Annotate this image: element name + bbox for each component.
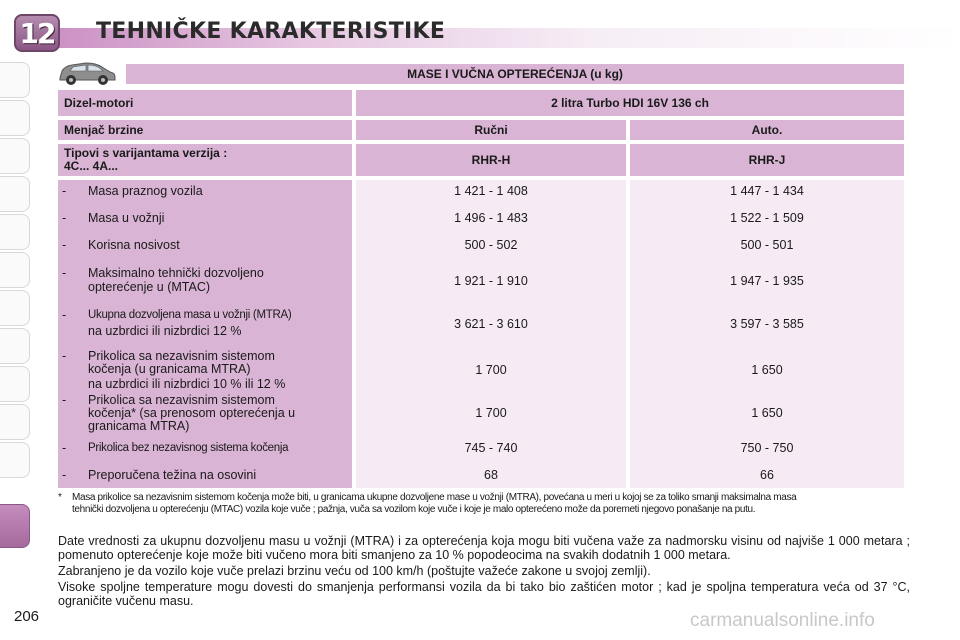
chapter-tab[interactable] — [0, 138, 30, 174]
types-label-line: Tipovi s varijantama verzija : — [64, 146, 228, 160]
paragraph: Date vrednosti za ukupnu dozvoljenu masu u vožnji (MTRA) i za opterećenja koja mogu biti vučena važe za nadmorsku visinu od najviše 1 000 metara ; pomenuto opterećenje koje može biti vučeno mora biti smanjeno za 10 % popodeocima na svakih dodatnih 1 000 metara. — [58, 534, 910, 562]
row-manual-value: 1 921 - 1 910 — [454, 274, 528, 288]
chapter-tab-active[interactable] — [0, 504, 30, 548]
chapter-tab[interactable] — [0, 252, 30, 288]
row-manual-value: 745 - 740 — [464, 441, 518, 455]
chapter-tab[interactable] — [0, 62, 30, 98]
row-dash: - — [62, 349, 67, 363]
type-auto: RHR-J — [630, 144, 904, 176]
chapter-number: 12 — [19, 16, 55, 50]
gearbox-manual: Ručni — [356, 120, 626, 140]
row-dash: - — [62, 308, 67, 322]
chapter-tab[interactable] — [0, 214, 30, 250]
row-label: granicama MTRA) — [88, 419, 190, 433]
page-number: 206 — [14, 608, 40, 625]
types-label-line: 4C... 4A... — [64, 159, 119, 173]
row-label: Masa u vožnji — [88, 211, 165, 225]
row-label: Korisna nosivost — [88, 238, 180, 252]
row-dash: - — [62, 393, 67, 407]
type-manual: RHR-H — [356, 144, 626, 176]
row-label: Prikolica sa nezavisnim sistemom — [88, 393, 275, 407]
chapter-tab[interactable] — [0, 328, 30, 364]
row-label: Prikolica bez nezavisnog sistema kočenja — [88, 442, 289, 454]
gearbox-label: Menjač brzine — [58, 120, 352, 140]
row-label: opterećenje u (MTAC) — [88, 280, 211, 294]
chapter-tab[interactable] — [0, 176, 30, 212]
chapter-tab[interactable] — [0, 290, 30, 326]
row-auto-value: 3 597 - 3 585 — [730, 317, 804, 331]
footnote-marker: * — [58, 492, 62, 503]
paragraph: Zabranjeno je da vozilo koje vuče prelazi brzinu veću od 100 km/h (poštujte važeće zakone u svojoj zemlji). — [58, 564, 651, 578]
row-dash: - — [62, 211, 67, 225]
row-label: Masa praznog vozila — [88, 184, 203, 198]
row-manual-value: 500 - 502 — [464, 238, 518, 252]
watermark: carmanualsonline.info — [690, 610, 875, 631]
row-dash: - — [62, 468, 67, 482]
chapter-badge — [14, 14, 60, 52]
row-manual-value: 1 421 - 1 408 — [454, 184, 528, 198]
chapter-tab[interactable] — [0, 404, 30, 440]
row-label: kočenja* (sa prenosom opterećenja u — [88, 406, 296, 420]
gearbox-auto: Auto. — [630, 120, 904, 140]
engine-label: Dizel-motori — [58, 90, 352, 116]
types-label — [58, 144, 352, 176]
row-dash: - — [62, 184, 67, 198]
row-auto-value: 1 947 - 1 935 — [730, 274, 804, 288]
row-dash: - — [62, 238, 67, 252]
row-manual-value: 1 496 - 1 483 — [454, 211, 528, 225]
page-title: TEHNIČKE KARAKTERISTIKE — [96, 19, 446, 44]
table-caption: MASE I VUČNA OPTEREĆENJA (u kg) — [126, 64, 904, 84]
engine-value: 2 litra Turbo HDI 16V 136 ch — [356, 90, 904, 116]
row-manual-value: 3 621 - 3 610 — [454, 317, 528, 331]
chapter-tab[interactable] — [0, 100, 30, 136]
row-label: na uzbrdici ili nizbrdici 10 % ili 12 % — [88, 377, 286, 391]
row-label: kočenja (u granicama MTRA) — [88, 362, 251, 376]
row-label: Preporučena težina na osovini — [88, 468, 257, 482]
footnote — [58, 492, 918, 516]
row-label: Ukupna dozvoljena masa u vožnji (MTRA) — [88, 309, 292, 321]
paragraph: Visoke spoljne temperature mogu dovesti do smanjenja performansi vozila da bi tako bio zaštićen motor ; kad je spoljna temperatura veća od 37 °C, ograničite vučenu masu. — [58, 580, 910, 608]
row-manual-value: 68 — [484, 468, 498, 482]
row-auto-value: 1 650 — [751, 363, 783, 377]
row-dash: - — [62, 441, 67, 455]
row-label: Prikolica sa nezavisnim sistemom — [88, 349, 275, 363]
car-icon — [56, 58, 118, 88]
footnote-line: Masa prikolice sa nezavisnim sistemom kočenja može biti, u granicama ukupne dozvoljene mase u vožnji (MTRA), povećana u meri u kojoj se za toliko smanji maksimalna masa — [72, 492, 797, 503]
row-auto-value: 500 - 501 — [740, 238, 794, 252]
footnote-line: tehnički dozvoljena u opterećenju (MTAC) vozila koje vuče ; pažnja, vuča sa vozilom koje vuče i koje je malo opterećeno može da poremeti njegovo ponašanje na putu. — [72, 504, 756, 515]
row-auto-value: 1 447 - 1 434 — [730, 184, 804, 198]
row-auto-value: 750 - 750 — [740, 441, 794, 455]
row-manual-value: 1 700 — [475, 406, 507, 420]
row-auto-value: 1 650 — [751, 406, 783, 420]
row-dash: - — [62, 266, 67, 280]
row-auto-value: 66 — [760, 468, 774, 482]
row-manual-value: 1 700 — [475, 363, 507, 377]
row-label: Maksimalno tehnički dozvoljeno — [88, 266, 264, 280]
chapter-tab[interactable] — [0, 442, 30, 478]
chapter-tab[interactable] — [0, 366, 30, 402]
row-auto-value: 1 522 - 1 509 — [730, 211, 804, 225]
row-label: na uzbrdici ili nizbrdici 12 % — [88, 324, 242, 338]
